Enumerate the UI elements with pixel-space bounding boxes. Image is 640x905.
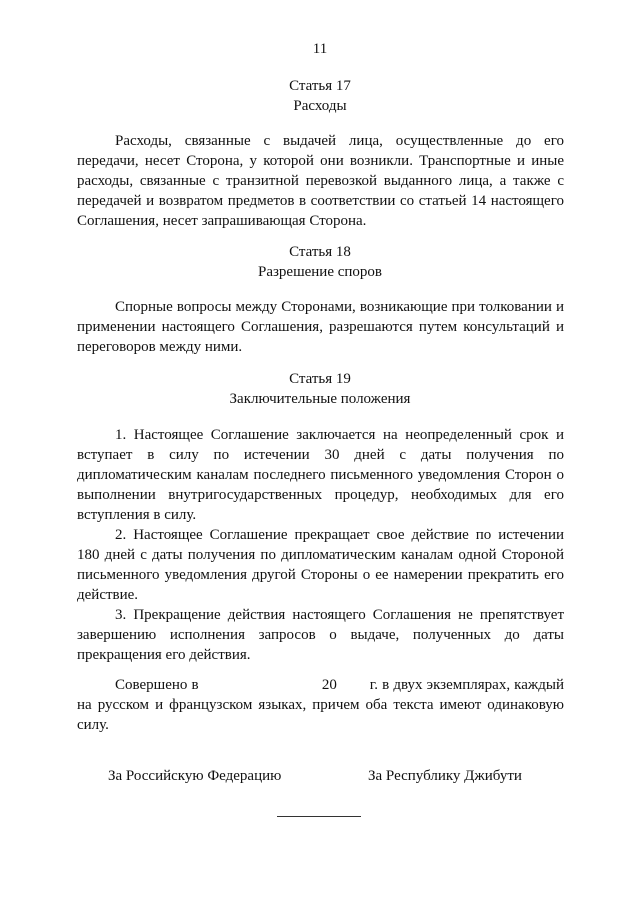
article-19-body <box>77 425 564 665</box>
signature-russia: За Российскую Федерацию <box>108 768 282 784</box>
paragraph: 3. Прекращение действия настоящего Соглашения не препятствует завершению исполнения запросов о выдаче, полученных до даты прекращения его действия. <box>77 607 564 663</box>
article-number: Статья 19 <box>289 371 351 387</box>
closing-block <box>77 675 568 735</box>
closing-paragraph: Совершено в 20 г. в двух экземплярах, каждый на русском и французском языках, причем оба текста имеют одинаковую силу. <box>77 677 568 733</box>
article-18-body <box>77 297 564 357</box>
article-17-heading <box>0 76 640 116</box>
article-title: Расходы <box>293 98 347 114</box>
paragraph: Спорные вопросы между Сторонами, возникающие при толковании и применении настоящего Соглашения, разрешаются путем консультаций и переговоров между ними. <box>77 299 564 355</box>
paragraph: Расходы, связанные с выдачей лица, осуществленные до его передачи, несет Сторона, у которой они возникли. Транспортные и иные расходы, связанные с транзитной перевозкой выданного лица, а также с передачей и возвратом предметов в соответствии со статьей 14 настоящего Соглашения, несет запрашивающая Сторона. <box>77 133 564 229</box>
article-18-heading <box>0 242 640 282</box>
article-title: Разрешение споров <box>257 264 383 280</box>
article-title: Заключительные положения <box>229 391 411 407</box>
signature-djibouti: За Республику Джибути <box>368 768 522 784</box>
article-number: Статья 17 <box>289 78 351 94</box>
article-number: Статья 18 <box>289 244 351 260</box>
article-17-body <box>77 131 564 231</box>
page-number: 11 <box>312 41 328 57</box>
paragraph: 2. Настоящее Соглашение прекращает свое действие по истечении 180 дней с даты получения по дипломатическим каналам одной Стороной письменного уведомления другой Стороны о ее намерении прекратить его действие. <box>77 527 564 603</box>
end-separator-line <box>277 816 361 817</box>
paragraph: 1. Настоящее Соглашение заключается на неопределенный срок и вступает в силу по истечении 30 дней с даты получения по дипломатическим каналам последнего письменного уведомления Сторон о выполнении внутригосударственных процедур, необходимых для его вступления в силу. <box>77 427 564 523</box>
article-19-heading <box>0 369 640 409</box>
